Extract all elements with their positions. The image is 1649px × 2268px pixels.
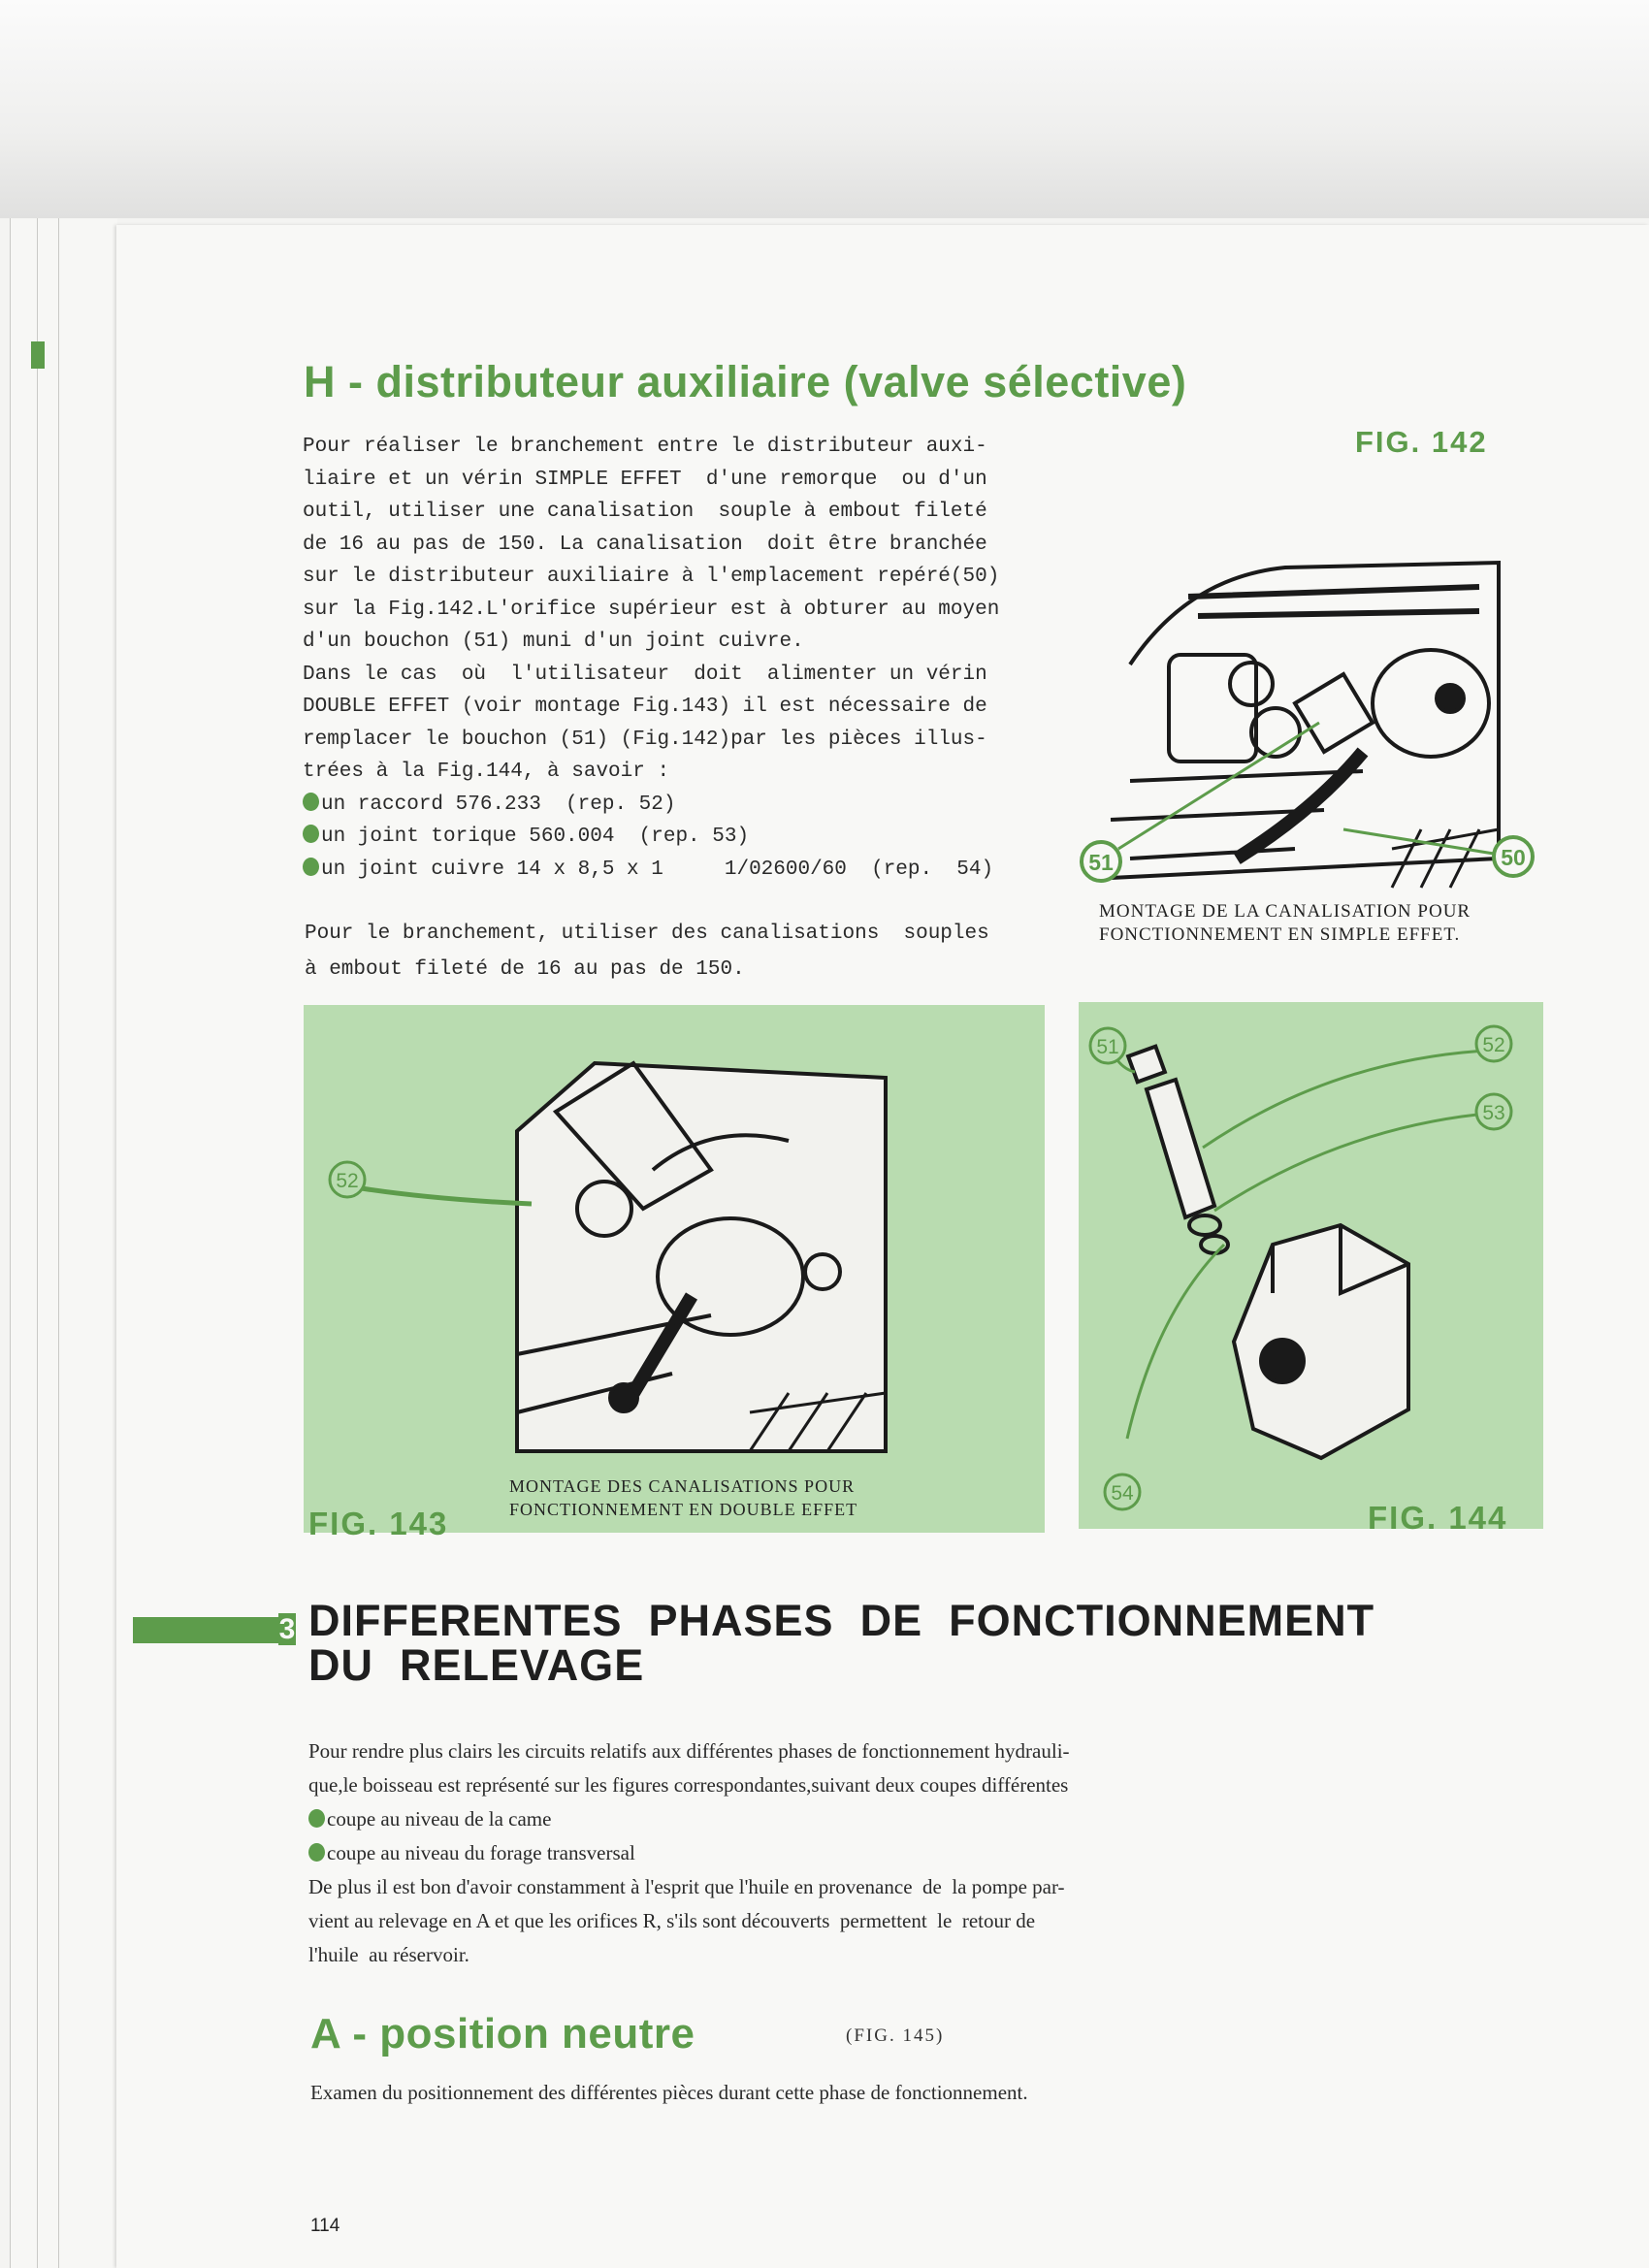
text-line: De plus il est bon d'avoir constamment à l'esprit que l'huile en provenance de la pompe par- <box>308 1875 1065 1898</box>
fig142-illustration <box>1072 538 1547 892</box>
text-line: d'un bouchon (51) muni d'un joint cuivre. <box>303 631 804 653</box>
title-line: DU RELEVAGE <box>308 1640 645 1690</box>
section-bar <box>133 1617 278 1643</box>
caption-line: MONTAGE DE LA CANALISATION POUR <box>1099 901 1471 922</box>
section3-title <box>308 1596 1375 1690</box>
text-line: de 16 au pas de 150. La canalisation doit être branchée <box>303 533 987 556</box>
text-line: sur la Fig.142.L'orifice supérieur est à obturer au moyen <box>303 598 1000 621</box>
text-line: remplacer le bouchon (51) (Fig.142)par les pièces illus- <box>303 728 987 751</box>
caption-line: MONTAGE DES CANALISATIONS POUR <box>509 1476 856 1496</box>
scan-background <box>0 0 1649 218</box>
title-line: DIFFERENTES PHASES DE FONCTIONNEMENT <box>308 1596 1375 1645</box>
text-line: trées à la Fig.144, à savoir : <box>303 761 670 783</box>
svg-text:54: 54 <box>1111 1482 1134 1505</box>
section-a-text: Examen du positionnement des différentes pièces durant cette phase de fonctionnement. <box>310 2081 1028 2104</box>
bullet-icon <box>303 825 319 843</box>
text-line: que,le boisseau est représenté sur les figures correspondantes,suivant deux coupes différentes <box>308 1773 1069 1797</box>
text-line: Pour réaliser le branchement entre le distributeur auxi- <box>303 436 987 458</box>
text-line: à embout fileté de 16 au pas de 150. <box>305 958 745 981</box>
parts-item-text: un raccord 576.233 (rep. 52) <box>321 793 676 816</box>
bullet-item <box>308 1836 1070 1870</box>
tab-marker <box>31 341 45 369</box>
text-line: l'huile au réservoir. <box>308 1943 469 1966</box>
text-line: sur le distributeur auxiliaire à l'emplacement repéré(50) <box>303 566 1000 588</box>
callout-51 <box>1082 842 1120 881</box>
caption-line: FONCTIONNEMENT EN SIMPLE EFFET. <box>1099 924 1461 945</box>
bullet-text: coupe au niveau du forage transversal <box>327 1841 635 1864</box>
callout-53 <box>1476 1094 1511 1129</box>
fig143-illustration <box>304 1005 1045 1533</box>
section-h-title: H - distributeur auxiliaire (valve sélective) <box>304 357 1187 406</box>
fig144-illustration <box>1079 1002 1543 1529</box>
svg-text:52: 52 <box>336 1170 359 1192</box>
caption-line: FONCTIONNEMENT EN DOUBLE EFFET <box>509 1500 858 1519</box>
callout-52 <box>1476 1026 1511 1061</box>
fig144-label: FIG. 144 <box>1368 1500 1508 1536</box>
parts-item <box>303 789 999 822</box>
svg-text:52: 52 <box>1482 1034 1505 1056</box>
bullet-icon <box>308 1809 325 1828</box>
bullet-item <box>308 1802 1070 1836</box>
section-number: 3 <box>278 1613 296 1645</box>
text-line: Dans le cas où l'utilisateur doit alimenter un vérin <box>303 663 987 686</box>
fig143-caption <box>509 1474 857 1521</box>
callout-54 <box>1105 1474 1140 1509</box>
bullet-icon <box>308 1843 325 1862</box>
text-line: liaire et un vérin SIMPLE EFFET d'une remorque ou d'un <box>303 468 987 491</box>
fig143-panel <box>304 1005 1045 1533</box>
fig142-caption <box>1099 900 1471 947</box>
parts-item <box>303 821 999 854</box>
fig144-panel <box>1079 1002 1543 1529</box>
section3-intro <box>308 1734 1070 1972</box>
callout-52 <box>330 1162 365 1197</box>
section-a-fig-ref: (FIG. 145) <box>846 2025 945 2046</box>
text-line: Pour rendre plus clairs les circuits relatifs aux différentes phases de fonctionnement hydrauli- <box>308 1739 1070 1763</box>
callout-51 <box>1090 1028 1125 1063</box>
bullet-icon <box>303 858 319 876</box>
parts-item <box>303 854 999 887</box>
callout-50 <box>1494 837 1533 876</box>
section-a-title: A - position neutre <box>310 2010 695 2057</box>
bullet-icon <box>303 793 319 811</box>
page-number: 114 <box>310 2216 340 2236</box>
fig142-label: FIG. 142 <box>1355 425 1488 459</box>
page-stack-edge <box>58 218 117 2268</box>
svg-text:51: 51 <box>1096 1036 1119 1058</box>
parts-item-text: un joint torique 560.004 (rep. 53) <box>321 826 750 848</box>
svg-text:53: 53 <box>1482 1102 1505 1124</box>
parts-item-text: un joint cuivre 14 x 8,5 x 1 1/02600/60 (rep. 54) <box>321 858 994 881</box>
text-line: vient au relevage en A et que les orifices R, s'ils sont découverts permettent le retour de <box>308 1909 1036 1932</box>
svg-text:51: 51 <box>1088 850 1114 875</box>
text-line: outil, utiliser une canalisation souple à embout fileté <box>303 501 987 523</box>
text-line: Pour le branchement, utiliser des canalisations souples <box>305 923 989 945</box>
svg-text:50: 50 <box>1501 845 1526 870</box>
fig143-label: FIG. 143 <box>308 1506 449 1541</box>
section-h-paragraph <box>303 431 999 886</box>
section-h-after <box>305 916 989 988</box>
bullet-text: coupe au niveau de la came <box>327 1807 552 1831</box>
text-line: DOUBLE EFFET (voir montage Fig.143) il est nécessaire de <box>303 696 987 718</box>
